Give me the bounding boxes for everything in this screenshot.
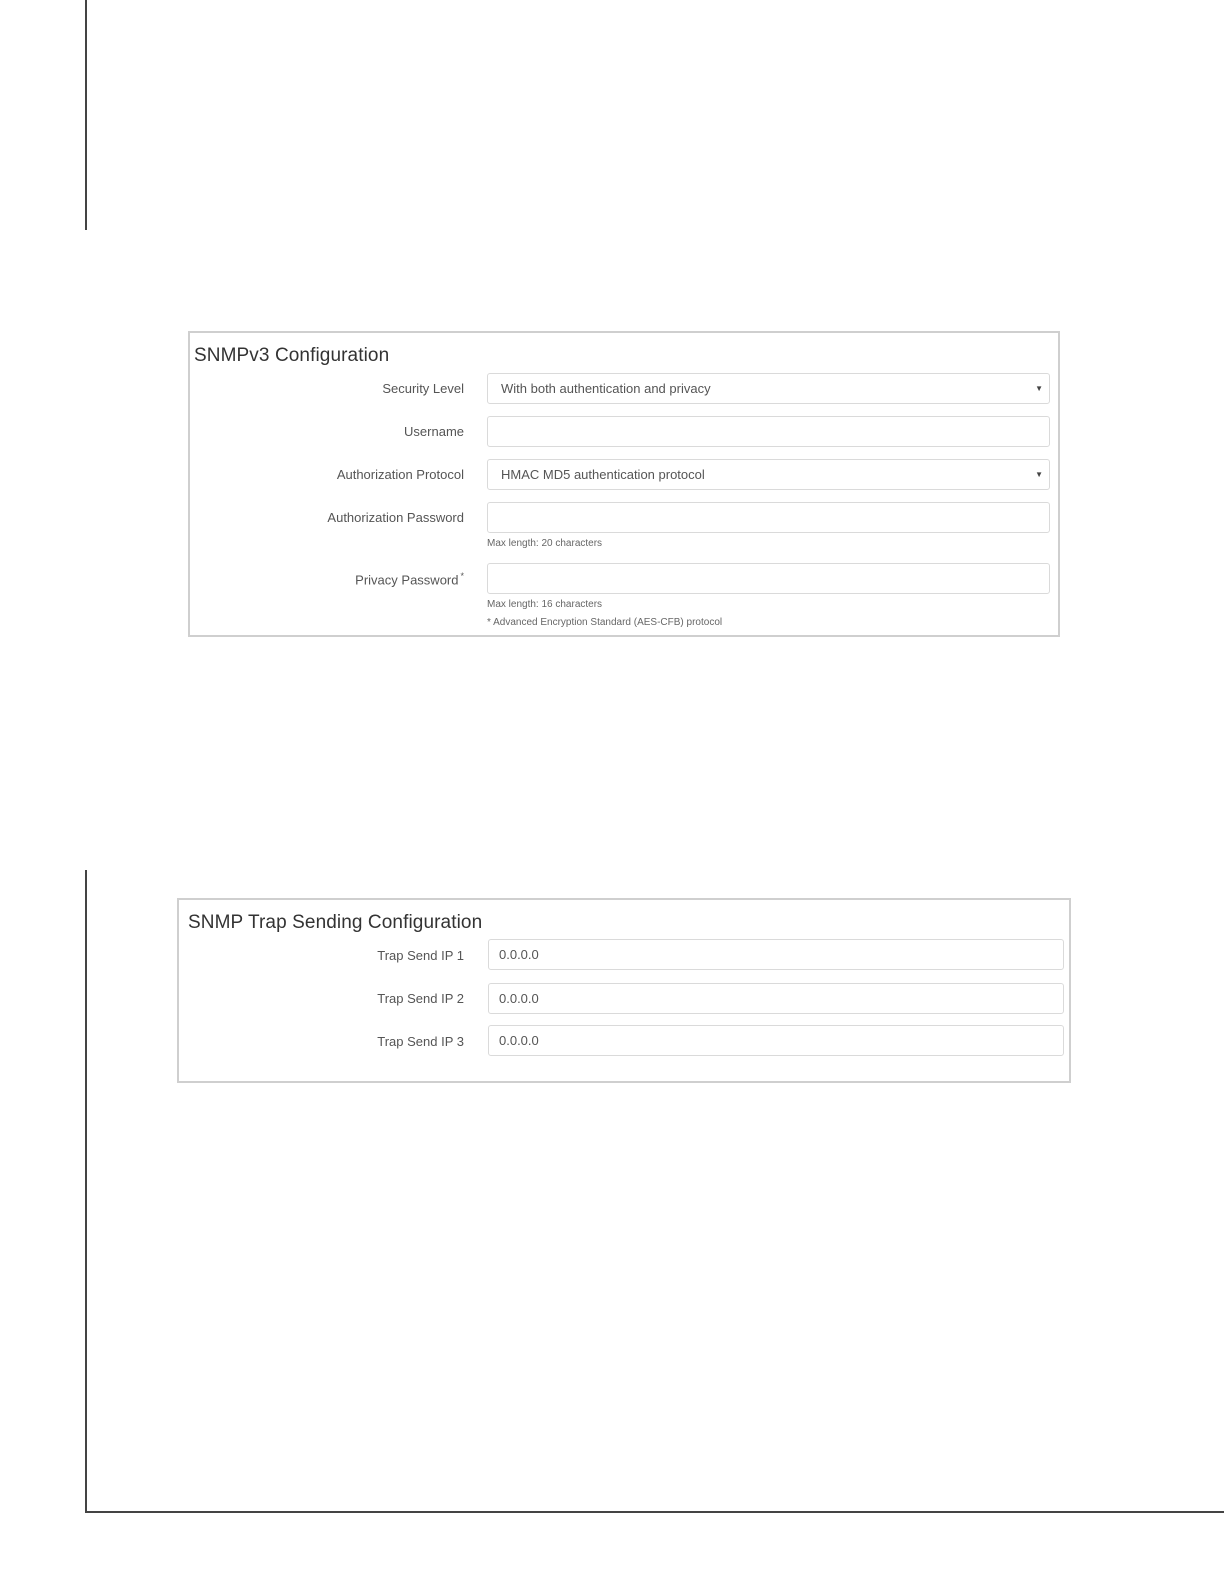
- username-input[interactable]: [487, 416, 1050, 447]
- aes-protocol-note: * Advanced Encryption Standard (AES-CFB) protocol: [487, 617, 723, 628]
- caret-down-icon: ▼: [1035, 384, 1043, 393]
- caret-down-icon: ▼: [1035, 470, 1043, 479]
- auth-password-help: Max length: 20 characters: [487, 538, 603, 549]
- privacy-password-help: Max length: 16 characters: [487, 599, 603, 610]
- page-frame-left-bottom: [85, 870, 87, 1513]
- trap-title: SNMP Trap Sending Configuration: [188, 912, 483, 933]
- trap-ip-3-input[interactable]: 0.0.0.0: [488, 1025, 1064, 1056]
- security-level-value: With both authentication and privacy: [501, 381, 711, 396]
- trap-ip-1-input[interactable]: 0.0.0.0: [488, 939, 1064, 970]
- snmpv3-title: SNMPv3 Configuration: [194, 345, 390, 366]
- trap-ip-2-input[interactable]: 0.0.0.0: [488, 983, 1064, 1014]
- privacy-password-label-text: Privacy Password: [355, 572, 459, 588]
- privacy-password-label: [355, 571, 464, 587]
- auth-protocol-value: HMAC MD5 authentication protocol: [501, 467, 705, 482]
- required-mark: *: [460, 571, 464, 581]
- auth-password-label: Authorization Password: [327, 510, 464, 525]
- trap-ip-1-label: Trap Send IP 1: [377, 948, 464, 963]
- snmpv3-config-panel: [188, 331, 1060, 637]
- auth-protocol-select[interactable]: [487, 459, 1050, 490]
- auth-password-input[interactable]: [487, 502, 1050, 533]
- page-frame-bottom: [85, 1511, 1224, 1513]
- trap-ip-2-label: Trap Send IP 2: [377, 991, 464, 1006]
- auth-protocol-label: Authorization Protocol: [336, 467, 464, 482]
- trap-ip-3-label: Trap Send IP 3: [377, 1034, 464, 1049]
- page-frame-left-top: [85, 0, 87, 230]
- security-level-label: Security Level: [382, 381, 464, 396]
- privacy-password-input[interactable]: [487, 563, 1050, 594]
- security-level-select[interactable]: [487, 373, 1050, 404]
- username-label: Username: [404, 424, 464, 439]
- trap-config-panel: [177, 898, 1071, 1083]
